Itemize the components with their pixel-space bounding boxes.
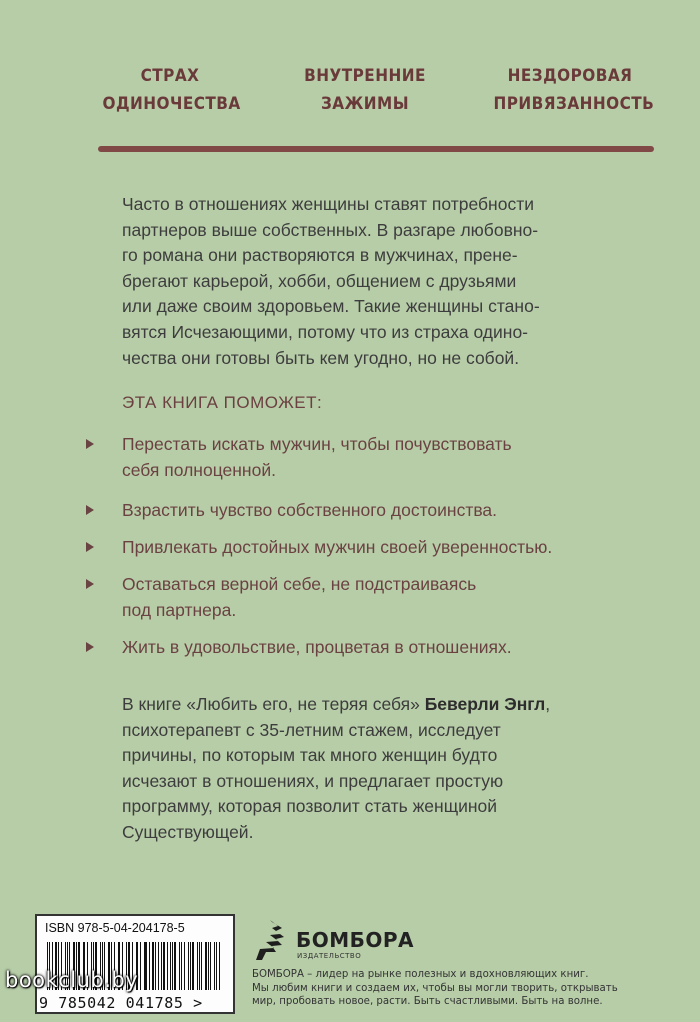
outro-text: В книге «Любить его, не теряя себя» — [122, 694, 425, 714]
tag-fear-of-loneliness — [102, 62, 241, 118]
triangle-bullet-icon — [86, 642, 94, 652]
barcode-bar — [219, 942, 220, 990]
triangle-bullet-icon — [86, 579, 94, 589]
barcode-bar — [192, 942, 193, 990]
tag-inner-blocks — [298, 62, 433, 118]
isbn-barcode-box — [35, 914, 235, 1014]
watermark: bookclub.by — [5, 968, 139, 992]
barcode-bar — [140, 942, 141, 990]
triangle-bullet-icon — [86, 439, 94, 449]
barcode-bar — [172, 942, 173, 990]
outro-first-line — [122, 692, 622, 718]
bombora-logo-icon — [252, 918, 292, 962]
barcode-bar — [184, 942, 185, 990]
barcode-bar — [144, 942, 145, 990]
outro-line: исчезают в отношениях, и предлагает простую — [122, 770, 504, 791]
triangle-bullet-icon — [86, 505, 94, 515]
outro-paragraph — [122, 692, 622, 846]
barcode-bar — [158, 942, 159, 990]
outro-line: Существующей. — [122, 821, 254, 842]
barcode-bar — [214, 942, 215, 990]
benefit-text: себя полноценной. — [122, 460, 276, 480]
intro-line: Часто в отношениях женщины ставят потребности — [122, 194, 534, 214]
barcode-bar — [216, 942, 217, 990]
barcode-bar — [199, 942, 200, 990]
intro-line: вятся Исчезающими, потому что из страха одино- — [122, 321, 529, 342]
barcode-bar — [161, 942, 162, 990]
benefit-text: Привлекать достойных мужчин своей уверенностью. — [122, 537, 553, 557]
intro-line: чества они готовы быть кем угодно, но не собой. — [122, 347, 520, 368]
barcode-bar — [152, 942, 154, 990]
barcode-bar — [181, 942, 182, 990]
barcode-bar — [163, 942, 164, 990]
intro-line: партнеров выше собственных. В разгаре любовно- — [122, 219, 539, 240]
intro-line: брегают карьерой, хобби, общением с друзьями — [122, 270, 517, 291]
barcode-bar — [167, 942, 168, 990]
tag-line: ВНУТРЕННИЕ — [304, 66, 426, 86]
barcode-bar — [170, 942, 171, 990]
outro-line: программу, которая позволит стать женщиной — [122, 796, 498, 817]
publisher-name: БОМБОРА — [296, 928, 415, 952]
publisher-description-line: Мы любим книги и создаем их, чтобы вы могли творить, открывать — [252, 982, 618, 994]
benefit-text: Перестать искать мужчин, чтобы почувствовать — [122, 434, 512, 454]
author-name: Беверли Энгл — [424, 694, 546, 714]
benefit-text: Взрастить чувство собственного достоинства. — [122, 500, 498, 520]
outro-text: , — [545, 694, 551, 714]
isbn-label: ISBN 978-5-04-204178-5 — [45, 921, 185, 935]
outro-line: психотерапевт с 35-летним стажем, исследует — [122, 719, 501, 740]
barcode-bar — [208, 942, 209, 990]
triangle-bullet-icon — [86, 542, 94, 552]
barcode-bar — [179, 942, 181, 990]
barcode-bar — [197, 942, 198, 990]
header-tags — [95, 62, 655, 118]
barcode-bar — [149, 942, 150, 990]
help-title: ЭТА КНИГА ПОМОЖЕТ: — [122, 393, 323, 412]
tag-line: ОДИНОЧЕСТВА — [102, 94, 241, 114]
intro-line: или даже своим здоровьем. Такие женщины стано- — [122, 296, 540, 317]
publisher-subtitle: ИЗДАТЕЛЬСТВО — [297, 952, 362, 960]
tag-unhealthy-attachment — [493, 62, 655, 118]
barcode-number: 9 785042 041785 > — [39, 994, 203, 1012]
publisher-description-line: мир, пробовать новое, расти. Быть счастливыми. Быть на волне. — [252, 996, 603, 1007]
benefit-text: Жить в удовольствие, процветая в отношениях. — [122, 637, 512, 657]
tag-line: ПРИВЯЗАННОСТЬ — [493, 94, 655, 114]
benefit-text: под партнера. — [122, 600, 237, 620]
intro-line: го романа они растворяются в мужчинах, прене- — [122, 245, 518, 266]
barcode-bar — [205, 942, 207, 990]
publisher-description-line: БОМБОРА – лидер на рынке полезных и вдохновляющих книг. — [252, 969, 589, 980]
tag-line: СТРАХ — [140, 66, 200, 86]
barcode-bar — [145, 942, 146, 990]
barcode-bar — [190, 942, 191, 990]
barcode-bar — [210, 942, 211, 990]
barcode-bar — [174, 942, 175, 990]
intro-paragraph — [122, 192, 622, 371]
publisher-description — [252, 968, 672, 1009]
barcode-bar — [155, 942, 156, 990]
tag-line: ЗАЖИМЫ — [320, 94, 410, 114]
barcode-bar — [201, 942, 202, 990]
tag-line: НЕЗДОРОВАЯ — [507, 66, 633, 86]
benefit-text: Оставаться верной себе, не подстраиваясь — [122, 574, 477, 594]
barcode-bar — [188, 942, 189, 990]
outro-line: причины, по которым так много женщин будто — [122, 745, 498, 766]
header-divider — [98, 146, 654, 152]
